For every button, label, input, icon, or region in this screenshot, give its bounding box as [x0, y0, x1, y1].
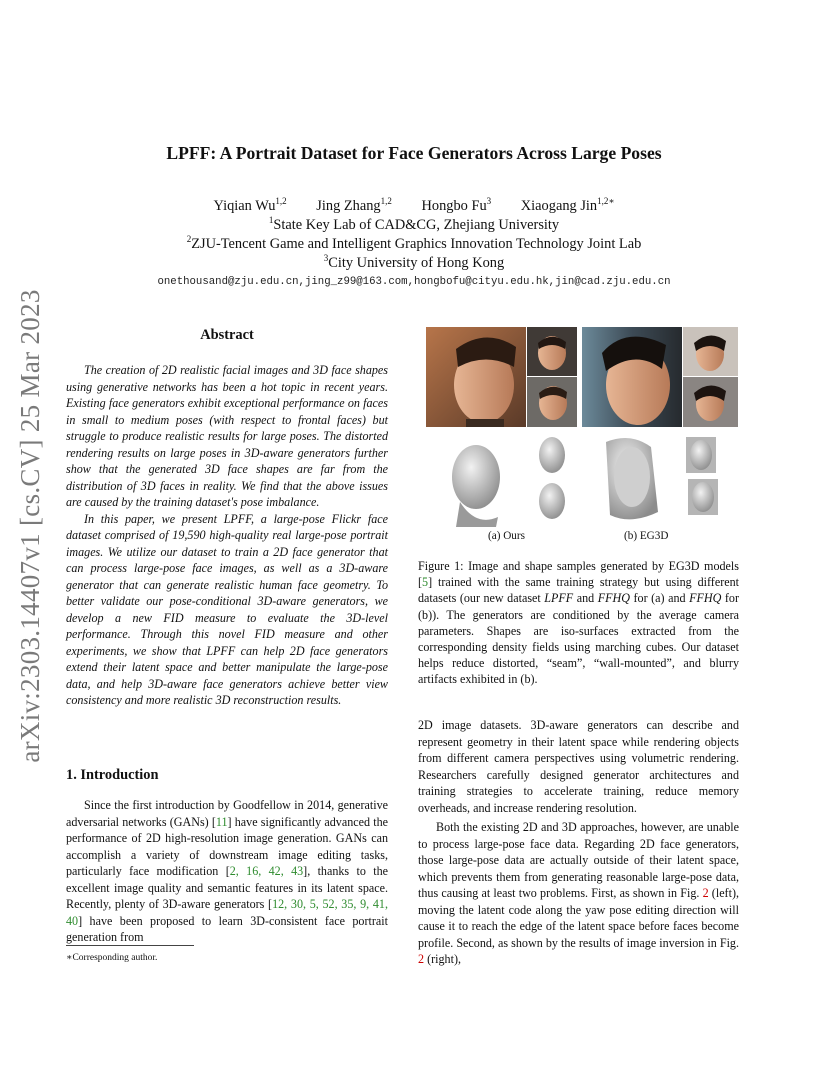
figure-label-b: (b) EG3D: [624, 530, 669, 542]
affiliation: $^1$State Key Lab of CAD&CG, Zhejiang University: [268, 215, 560, 233]
ours-shape-large: [452, 445, 500, 527]
paper-title: LPFF: A Portrait Dataset for Face Generators Across Large Poses: [166, 143, 662, 163]
figure-1-image: [426, 327, 738, 527]
citation-link[interactable]: 5: [422, 575, 429, 590]
author: Xiaogang Jin$^{1,2∗}$: [520, 196, 615, 214]
ours-portrait-small: [527, 327, 577, 376]
ours-portrait-small: [527, 377, 577, 427]
eg3d-portrait-small: [683, 377, 738, 427]
abstract-paragraph: The creation of 2D realistic facial images and 3D face shapes using generative networks has been a hot topic in recent years. Existing face generators exhibit exceptional performance on faces in small to medium poses (with respect to frontal faces) but struggle to produce realistic results for large poses. The distorted rendering results on large poses in 3D-aware generators further show that the generated 3D face shapes are far from the distribution of 3D faces in reality. We find that the above issues are caused by the training dataset's pose imbalance.: [66, 363, 388, 509]
figure-reference-link[interactable]: 2: [418, 952, 425, 966]
author: Yiqian Wu$^{1,2}$: [213, 196, 287, 214]
author: Hongbo Fu$^3$: [421, 196, 492, 214]
introduction-paragraph: Since the first introduction by Goodfellow in 2014, generative adversarial networks (GANs) [11] have significantly advanced the performance of 2D high-resolution image generation. GANs can accomplish a variety of downstream image editing tasks, particularly face modification [2, 16, 42, 43], thanks to the excellent image quality and semantic features in its latent space. Recently, plenty of 3D-aware generators [12, 30, 5, 52, 35, 9, 41, 40] have been proposed to learn 3D-consistent face portrait generation from: [66, 798, 389, 944]
introduction-body: [66, 797, 388, 946]
right-column-body: [418, 717, 739, 968]
body-paragraph: Both the existing 2D and 3D approaches, however, are unable to process large-pose face data. Regarding 2D face generators, those large-pose data are actually outside of their latent space, which prevents them from generating reasonable large-pose data, thus causing at least two problems. First, as shown in Fig. 2 (left), moving the latent code along the yaw pose editing direction will cause it to reach the edge of the latent space before faces become profile. Second, as shown by the results of image inversion in Fig. 2 (right),: [418, 820, 739, 966]
eg3d-shape-large: [606, 438, 658, 519]
citation-link[interactable]: 12, 30, 5, 52, 35, 9, 41, 40: [66, 897, 388, 928]
author-list: [0, 196, 828, 215]
abstract-body: [66, 362, 388, 709]
figure-reference-link[interactable]: 2: [702, 886, 709, 900]
eg3d-portrait-large: [582, 327, 682, 427]
eg3d-shape-small: [686, 437, 718, 515]
author: Jing Zhang$^{1,2}$: [316, 196, 392, 214]
ours-portrait-large: [426, 327, 526, 427]
citation-link[interactable]: 2, 16, 42, 43: [229, 864, 304, 878]
author-emails: onethousand@zju.edu.cn,jing_z99@163.com,hongbofu@cityu.edu.hk,jin@cad.zju.edu.cn: [157, 276, 671, 288]
figure-1-caption: Figure 1: Image and shape samples generated by EG3D models [5] trained with the same training strategy but using different datasets (our new dataset LPFF and FFHQ for (a) and FFHQ for (b)). The generators are conditioned by the average camera parameters. Shapes are iso-surfaces extracted from the corresponding density fields using marching cubes. Our dataset helps reduce distorted, “seam”, “wall-mounted”, and blurry artifacts exhibited in (b).: [418, 559, 739, 687]
arxiv-identifier: arXiv:2303.14407v1 [cs.CV] 25 Mar 2023: [15, 289, 45, 763]
ours-shape-small: [539, 437, 565, 519]
affiliation: $^3$City University of Hong Kong: [323, 253, 505, 271]
footnote: ∗Corresponding author.: [66, 953, 158, 963]
introduction-heading: 1. Introduction: [66, 767, 159, 783]
eg3d-portrait-small: [683, 327, 738, 376]
body-paragraph: 2D image datasets. 3D-aware generators can describe and represent geometry in their latent space while rendering objects from different camera perspectives using volumetric rendering. Researchers carefully designed generator architectures and training strategies to accelerate training, reduce memory overheads, and increase rendering resolution.: [418, 718, 739, 815]
figure-label-a: (a) Ours: [488, 530, 525, 542]
abstract-paragraph: In this paper, we present LPFF, a large-pose Flickr face dataset comprised of 19,590 high-quality real large-pose portrait images. We utilize our dataset to train a 2D face generator that can process large-pose face images, as well as a 3D-aware generator that can generate realistic human face geometry. To better validate our pose-conditional 3D-aware generators, we develop a new FID measure to evaluate the 3D-level performance. Through this novel FID measure and other experiments, we show that LPFF can help 2D face generators extend their latent space and better manipulate the large-pose data, and help 3D-aware face generators achieve better view consistency and more realistic 3D reconstruction results.: [66, 511, 388, 707]
abstract-heading: Abstract: [200, 327, 254, 343]
footnote-divider: [66, 945, 194, 946]
affiliation: $^2$ZJU-Tencent Game and Intelligent Graphics Innovation Technology Joint Lab: [186, 234, 642, 252]
citation-link[interactable]: 11: [215, 814, 228, 829]
